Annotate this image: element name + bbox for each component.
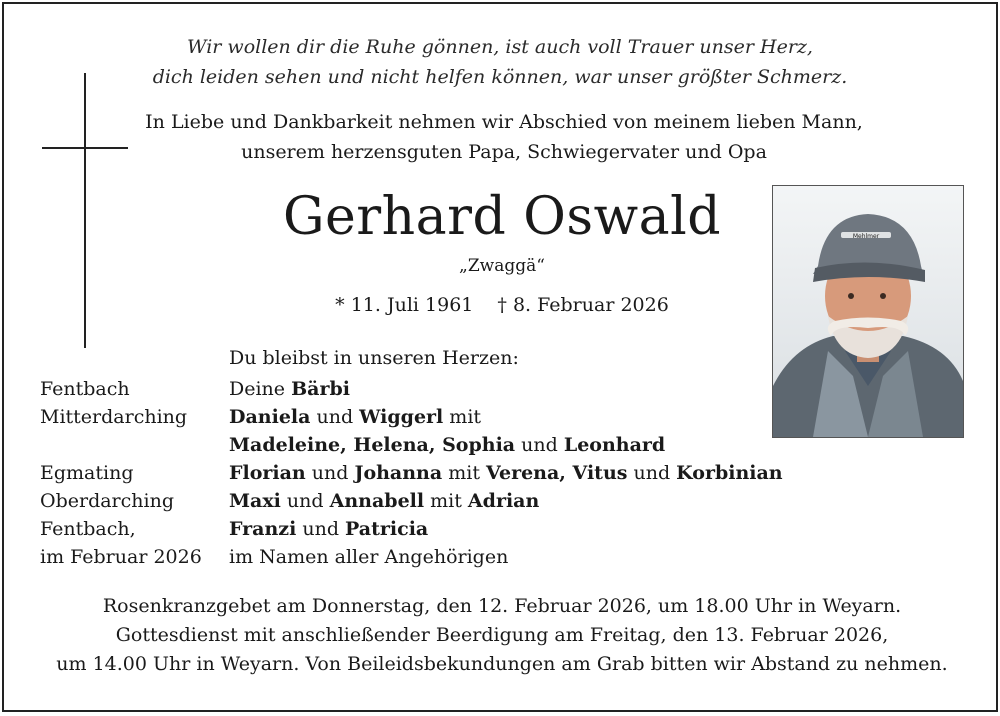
mourner-line (229, 543, 783, 571)
mourner-connector: und (280, 490, 330, 512)
death-date: † 8. Februar 2026 (497, 294, 669, 316)
mourner-connector: und (627, 462, 677, 484)
intro-text (4, 107, 1000, 167)
place-name: im Februar 2026 (40, 546, 202, 568)
portrait-photo (772, 185, 964, 438)
mourner-name: Patricia (345, 518, 429, 540)
place-name (40, 431, 202, 459)
cap-logo: Mehlmer (852, 233, 880, 240)
birth-date: * 11. Juli 1961 (335, 294, 474, 316)
mourner-connector: und (296, 518, 346, 540)
mourner-name: Verena, Vitus (486, 462, 628, 484)
service-line: Rosenkranzgebet am Donnerstag, den 12. Februar 2026, um 18.00 Uhr in Weyarn. (102, 595, 902, 617)
mourner-connector: mit (443, 406, 482, 428)
place-list (40, 375, 202, 571)
place-name: Fentbach (40, 378, 130, 400)
service-info (4, 592, 1000, 679)
family-heading: Du bleibst in unseren Herzen: (229, 347, 519, 369)
intro-line: In Liebe und Dankbarkeit nehmen wir Abschied von meinem lieben Mann, (145, 111, 863, 133)
mourner-connector: und (310, 406, 360, 428)
mourner-name: Bärbi (291, 378, 350, 400)
portrait-image (773, 186, 963, 437)
mourner-line (229, 515, 783, 543)
mourner-name: Daniela (229, 406, 311, 428)
mourner-connector: im Namen aller Angehörigen (229, 546, 509, 568)
mourner-connector: und (305, 462, 355, 484)
mourner-line (229, 487, 783, 515)
mourner-name: Leonhard (563, 434, 666, 456)
mourner-line (229, 431, 783, 459)
cross-icon-bar (42, 147, 128, 149)
place-name: Egmating (40, 462, 134, 484)
mourner-connector: mit (442, 462, 486, 484)
mourner-connector: Deine (229, 378, 292, 400)
deceased-nickname: „Zwaggä“ (459, 256, 545, 276)
mourner-name: Johanna (354, 462, 443, 484)
mourner-name: Korbinian (676, 462, 783, 484)
verse-line: dich leiden sehen und nicht helfen können, war unser größter Schmerz. (152, 66, 848, 88)
verse-line: Wir wollen dir die Ruhe gönnen, ist auch voll Trauer unser Herz, (187, 36, 813, 58)
mourner-name: Madeleine, Helena, Sophia (229, 434, 516, 456)
mourner-name: Florian (229, 462, 306, 484)
obituary-notice (2, 2, 998, 712)
service-line: um 14.00 Uhr in Weyarn. Von Beileidsbekundungen am Grab bitten wir Abstand zu nehmen. (56, 653, 948, 675)
mourner-connector: mit (424, 490, 468, 512)
deceased-name: Gerhard Oswald (282, 187, 722, 247)
mourner-connector: und (515, 434, 564, 456)
service-line: Gottesdienst mit anschließender Beerdigung am Freitag, den 13. Februar 2026, (115, 624, 889, 646)
mourner-line (229, 375, 783, 403)
place-name: Fentbach, (40, 518, 136, 540)
mourner-name: Annabell (329, 490, 425, 512)
mourner-line (229, 403, 783, 431)
place-name: Mitterdarching (40, 406, 188, 428)
mourner-name: Adrian (467, 490, 540, 512)
mourner-name: Wiggerl (359, 406, 444, 428)
mourner-name: Maxi (229, 490, 281, 512)
intro-line: unserem herzensguten Papa, Schwiegervater und Opa (241, 141, 767, 163)
mourner-name: Franzi (229, 518, 297, 540)
place-name: Oberdarching (40, 490, 174, 512)
mourner-list (229, 375, 783, 571)
verse (4, 32, 996, 92)
mourner-line (229, 459, 783, 487)
